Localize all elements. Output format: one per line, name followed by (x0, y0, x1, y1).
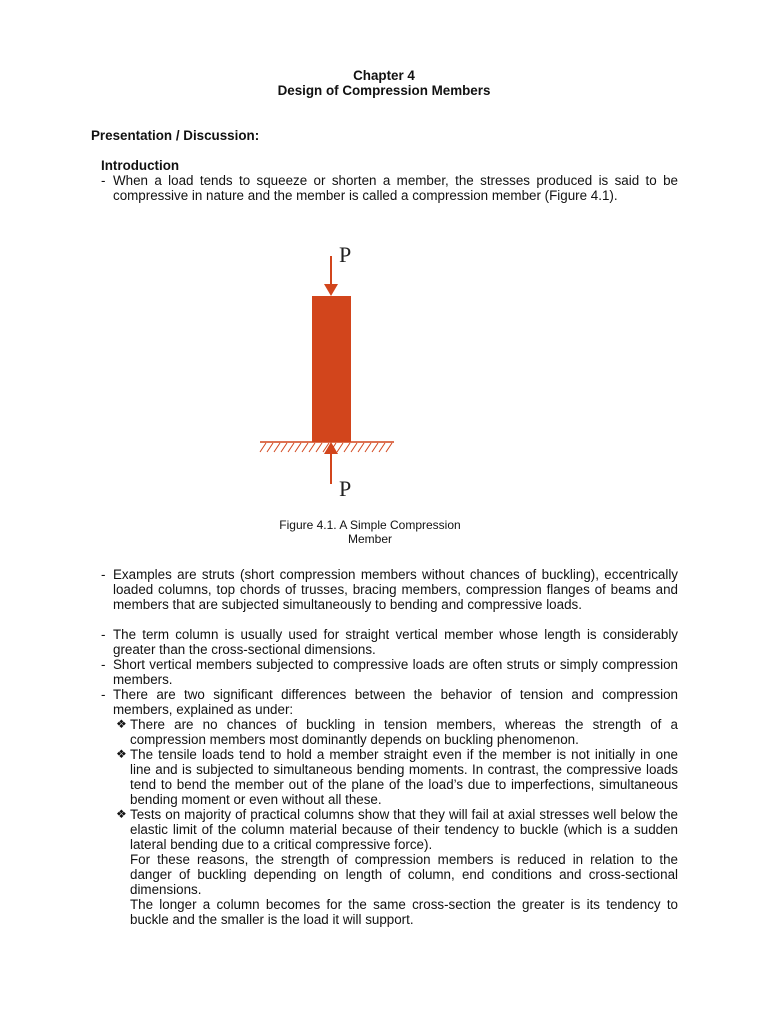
chapter-number: Chapter 4 (353, 68, 415, 83)
list-item-text: Examples are struts (short compression members without chances of buckling), eccentrically loaded columns, top chords of trusses, bracing members, compression flanges of beams and members that are subjected simultaneously to bending and compressive loads. (113, 567, 678, 612)
load-label-bottom: P (339, 476, 352, 500)
diamond-bullet-icon: ❖ (116, 717, 127, 731)
continuation-paragraph: The longer a column becomes for the same cross-section the greater is its tendency to buckle and the smaller is the load it will support. (130, 897, 678, 927)
top-load-arrow (324, 256, 338, 296)
difference-text: Tests on majority of practical columns show that they will fail at axial stresses well below the elastic limit of the column material because of their tendency to buckle (which is a sudden lateral bending due to a critical compressive force). (130, 807, 678, 852)
list-item (101, 687, 678, 717)
chapter-title: Design of Compression Members (277, 83, 491, 98)
diamond-bullet-icon: ❖ (116, 747, 127, 761)
difference-text: There are no chances of buckling in tension members, whereas the strength of a compression members most dominantly depends on buckling phenomenon. (130, 717, 678, 747)
diamond-bullet-icon: ❖ (116, 807, 127, 821)
dash-marker: - (101, 567, 106, 582)
difference-item (116, 807, 678, 852)
list-item-text: There are two significant differences between the behavior of tension and compression members, explained as under: (113, 687, 678, 717)
list-item (101, 657, 678, 687)
list-item (101, 567, 678, 612)
intro-paragraph (101, 173, 678, 203)
intro-text: When a load tends to squeeze or shorten a member, the stresses produced is said to be compressive in nature and the member is called a compression member (Figure 4.1). (113, 173, 678, 203)
dash-marker: - (101, 627, 106, 642)
figure-caption (250, 518, 490, 546)
load-label-top: P (339, 242, 352, 267)
list-item-text: Short vertical members subjected to compressive loads are often struts or simply compression members. (113, 657, 678, 687)
bottom-load-arrow (324, 442, 338, 484)
section-heading: Presentation / Discussion: (91, 128, 260, 143)
dash-marker: - (101, 687, 106, 702)
list-item (101, 627, 678, 657)
compression-member-bar (312, 296, 351, 442)
compression-member-figure (250, 240, 400, 500)
dash-marker: - (101, 173, 106, 188)
caption-line-1: Figure 4.1. A Simple Compression (279, 518, 461, 532)
difference-text: The tensile loads tend to hold a member straight even if the member is not initially in one line and is subjected to simultaneous bending moments. In contrast, the compressive loads tend to bend the member out of the plane of the load’s due to imperfections, simultaneous bending moment or even without all these. (130, 747, 678, 807)
dash-marker: - (101, 657, 106, 672)
list-item-text: The term column is usually used for straight vertical member whose length is considerably greater than the cross-sectional dimensions. (113, 627, 678, 657)
difference-item (116, 717, 678, 747)
continuation-paragraph: For these reasons, the strength of compression members is reduced in relation to the danger of buckling depending on length of column, end conditions and cross-sectional dimensions. (130, 852, 678, 897)
difference-item (116, 747, 678, 807)
caption-line-2: Member (347, 532, 392, 546)
subsection-heading: Introduction (101, 158, 180, 173)
